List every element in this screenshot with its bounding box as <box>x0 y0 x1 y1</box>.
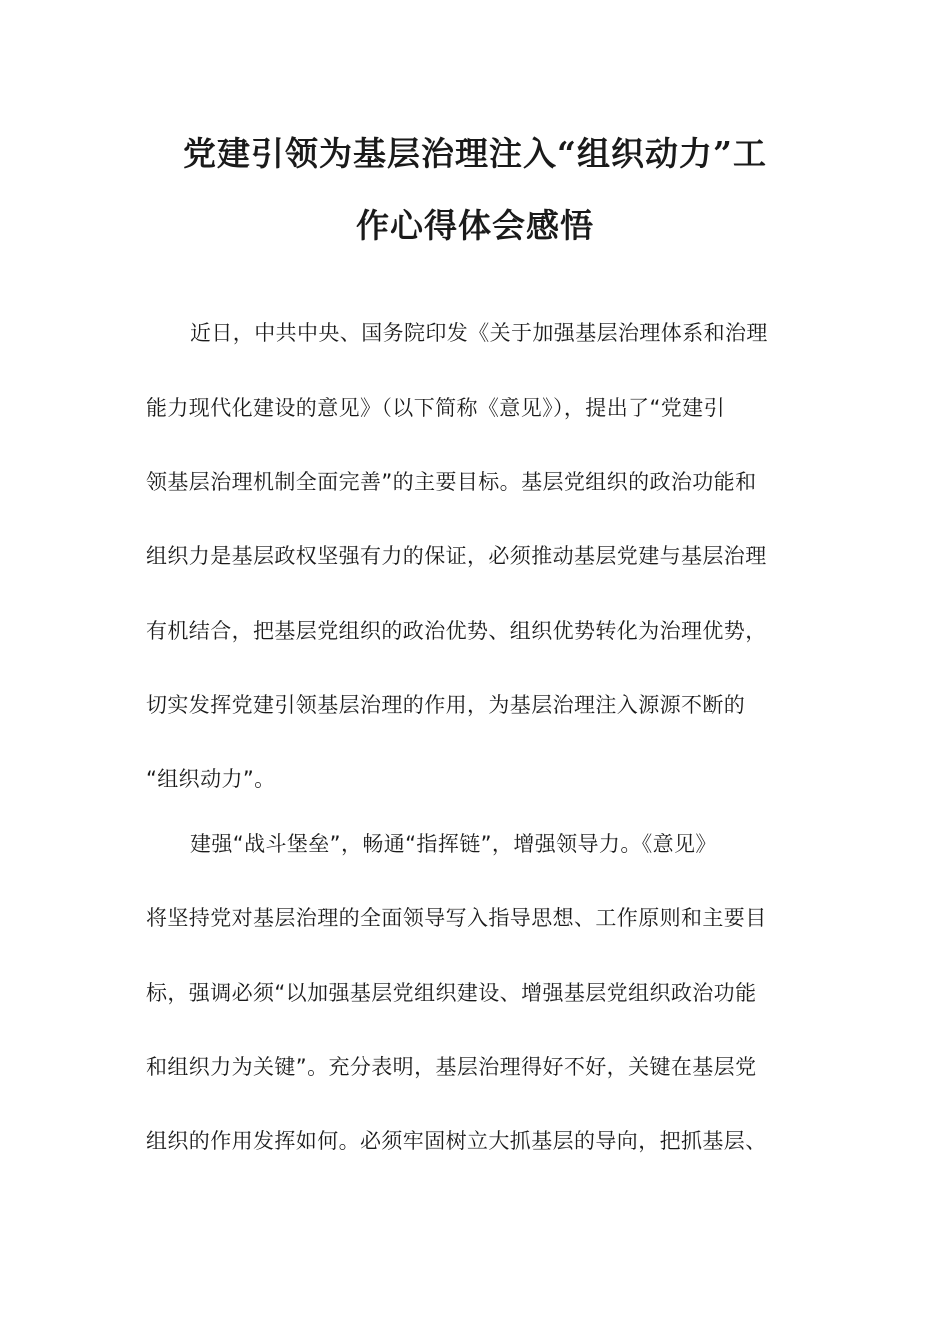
paragraph-2-line-2: 将坚持党对基层治理的全面领导写入指导思想、工作原则和主要目 <box>146 906 767 930</box>
paragraph-1-line-2: 能力现代化建设的意见》（以下简称《意见》），提出了“党建引 <box>146 396 725 420</box>
paragraph-1-line-5: 有机结合，把基层党组织的政治优势、组织优势转化为治理优势， <box>146 619 767 643</box>
paragraph-1-line-7: “组织动力”。 <box>146 767 276 791</box>
paragraph-1-line-4: 组织力是基层政权坚强有力的保证，必须推动基层党建与基层治理 <box>146 544 767 568</box>
paragraph-2-line-5: 组织的作用发挥如何。必须牢固树立大抓基层的导向，把抓基层、 <box>146 1129 767 1153</box>
paragraph-2-line-3: 标，强调必须“以加强基层党组织建设、增强基层党组织政治功能 <box>146 981 757 1005</box>
paragraph-2-line-4: 和组织力为关键”。充分表明，基层治理得好不好，关键在基层党 <box>146 1055 757 1079</box>
paragraph-1-line-6: 切实发挥党建引领基层治理的作用，为基层治理注入源源不断的 <box>146 693 746 717</box>
paragraph-1-line-3: 领基层治理机制全面完善”的主要目标。基层党组织的政治功能和 <box>146 470 757 494</box>
document-title-line-1: 党建引领为基层治理注入“组织动力”工 <box>183 134 767 173</box>
paragraph-1-line-1: 近日，中共中央、国务院印发《关于加强基层治理体系和治理 <box>190 321 768 345</box>
paragraph-2-line-1: 建强“战斗堡垒”，畅通“指挥链”，增强领导力。《意见》 <box>190 832 717 856</box>
document-title-line-2: 作心得体会感悟 <box>356 206 594 245</box>
